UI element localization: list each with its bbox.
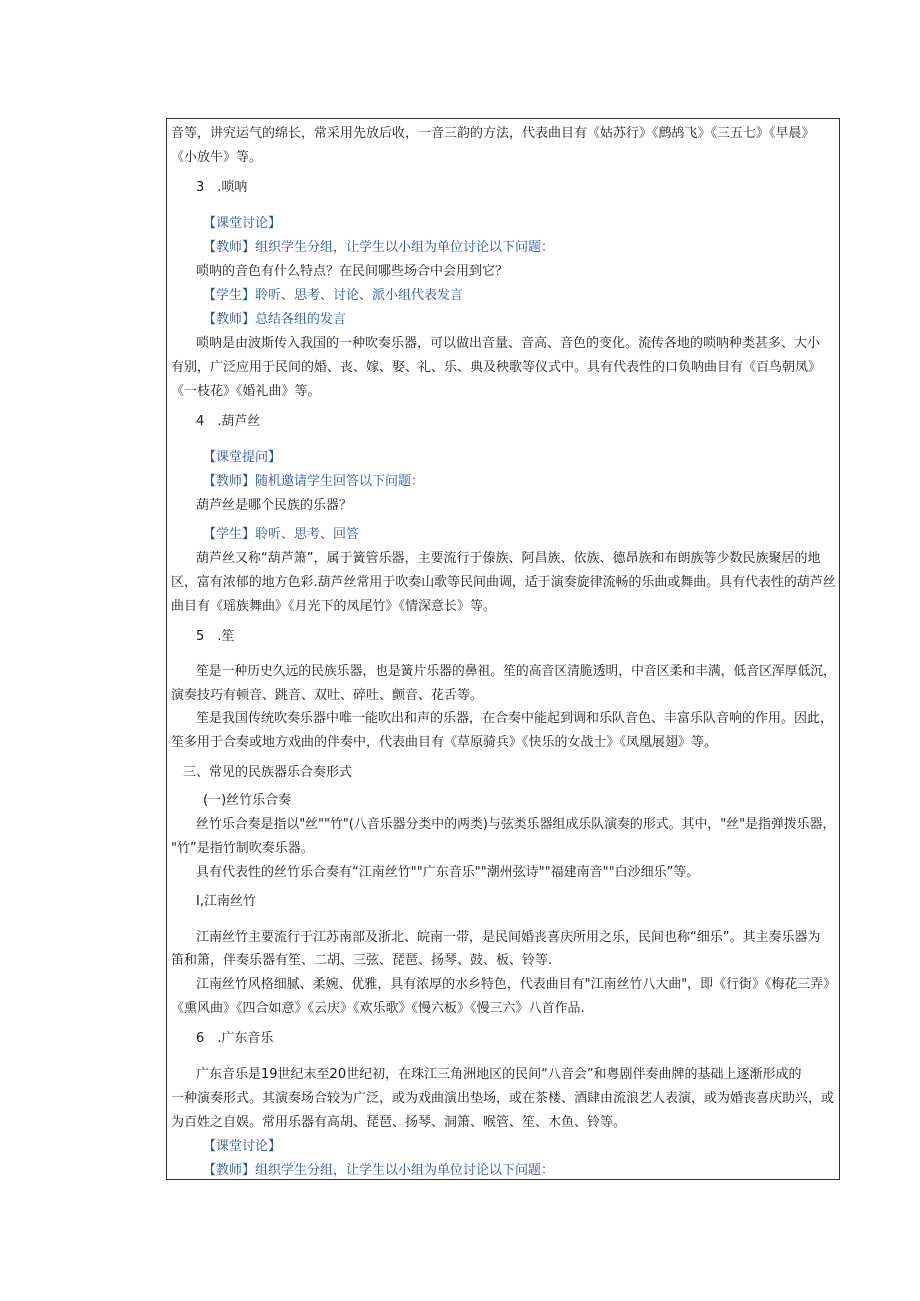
paragraph-line: 《熏风曲》《四合如意》《云庆》《欢乐歌》《慢六板》《慢三六》八首作品. [171,1001,585,1016]
paragraph-line: 笙多用于合奏或地方戏曲的伴奏中，代表曲目有《草原骑兵》《快乐的女战士》《凤凰展翅》等。 [171,735,718,750]
teacher-instruction: 【教师】随机邀请学生回答以下问题： [203,474,425,489]
paragraph-line: 江南丝竹风格细腻、柔婉、优雅，具有浓厚的水乡特色，代表曲目有"江南丝竹八大曲"，即《行街》《梅花三弄》 [196,977,837,992]
section-heading-4: 4 .葫芦丝 [196,414,261,429]
section-heading-5: 5 .笙 [196,629,235,644]
paragraph-line: 具有代表性的丝竹乐合奏有“江南丝竹""广东音乐""潮州弦诗""福建南音""白沙细乐”等。 [196,865,700,880]
paragraph-line: "竹”是指竹制吹奏乐器。 [171,841,314,856]
paragraph-line: 笙是一种历史久远的民族乐器，也是簧片乐器的鼻祖。笙的高音区清脆透明，中音区柔和丰满，低音区浑厚低沉， [196,664,836,679]
paragraph-line: 丝竹乐合奏是指以"丝""竹"(八音乐器分类中的两类)与弦类乐器组成乐队演奏的形式。其中，"丝"是指弹拨乐器， [196,817,836,832]
teacher-instruction: 【教师】组织学生分组，让学生以小组为单位讨论以下问题： [203,240,555,255]
paragraph-line: 演奏技巧有顿音、跳音、双吐、碎吐、颤音、花舌等。 [171,688,484,703]
student-activity: 【学生】聆听、思考、回答 [203,527,360,542]
paragraph-line: 有别，广泛应用于民间的婚、丧、嫁、娶、礼、乐、典及秧歌等仪式中。具有代表性的口负呐曲目有《百鸟朝凤》 [171,360,822,375]
paragraph-line: 区，富有浓郁的地方色彩.葫芦丝常用于吹奏山歌等民间曲调，适于演奏旋律流畅的乐曲或舞曲。具有代表性的葫芦丝 [171,575,836,590]
section-heading-3: 3 .唢呐 [196,180,248,195]
item-heading-jiangnan: I,江南丝竹 [196,894,256,909]
paragraph-line: 曲目有《瑶族舞曲》《月光下的凤尾竹》《情深意长》等。 [171,599,497,614]
subsection-heading: (一)丝竹乐合奏 [203,793,292,808]
question-tag: 【课堂提问】 [203,450,282,465]
paragraph-line: 江南丝竹主要流行于江苏南部及浙北、皖南一带，是民间婚丧喜庆所用之乐，民间也称“细乐”。其主奏乐器为 [196,930,821,945]
paragraph-line: 《一枝花》《婚礼曲》等。 [171,384,321,399]
paragraph-line: 笙是我国传统吹奏乐器中唯一能吹出和声的乐器，在合奏中能起到调和乐队音色、丰富乐队音响的作用。因此， [196,711,834,726]
student-activity: 【学生】聆听、思考、讨论、派小组代表发言 [203,288,464,303]
discussion-tag: 【课堂讨论】 [203,216,282,231]
paragraph-line: 笛和箫，伴奏乐器有笙、二胡、三弦、琵琶、扬琴、鼓、板、铃等. [171,953,553,968]
paragraph-line: 为百姓之自娱。常用乐器有高胡、琵琶、扬琴、洞箫、喉管、笙、木鱼、铃等。 [171,1115,627,1130]
paragraph-line: 音等，讲究运气的绵长，常采用先放后收，一音三韵的方法，代表曲目有《姑苏行》《鹧鸪飞》《三五七》《早晨》 [171,126,815,141]
question-text: 葫芦丝是哪个民族的乐器？ [196,498,353,513]
question-text: 唢呐的音色有什么特点？在民间哪些场合中会用到它？ [196,264,509,279]
paragraph-line: 一种演奏形式。其演奏场合较为广泛，或为戏曲演出垫场，或在茶楼、酒肆由流浪艺人表演，或为婚丧喜庆助兴，或 [171,1091,835,1106]
teacher-instruction: 【教师】组织学生分组，让学生以小组为单位讨论以下问题： [203,1163,555,1178]
paragraph-line: 葫芦丝又称“葫芦箫”，属于簧管乐器，主要流行于傣族、阿昌族、依族、德昂族和布朗族等少数民族聚居的地 [196,551,821,566]
section-heading-6: 6 .广东音乐 [196,1031,274,1046]
paragraph-line: 唢呐是由波斯传入我国的一种吹奏乐器，可以做出音量、音高、音色的变化。流传各地的唢呐种类甚多、大小 [196,336,821,351]
paragraph-line: 《小放牛》等。 [171,150,263,165]
paragraph-line: 广东音乐是19世纪末至20世纪初，在珠江三角洲地区的民间“八音会”和粤剧伴奏曲牌的基础上逐渐形成的 [196,1067,802,1082]
discussion-tag: 【课堂讨论】 [203,1139,282,1154]
chapter-heading: 三、常见的民族器乐合奏形式 [183,765,353,780]
teacher-summary: 【教师】总结各组的发言 [203,312,347,327]
